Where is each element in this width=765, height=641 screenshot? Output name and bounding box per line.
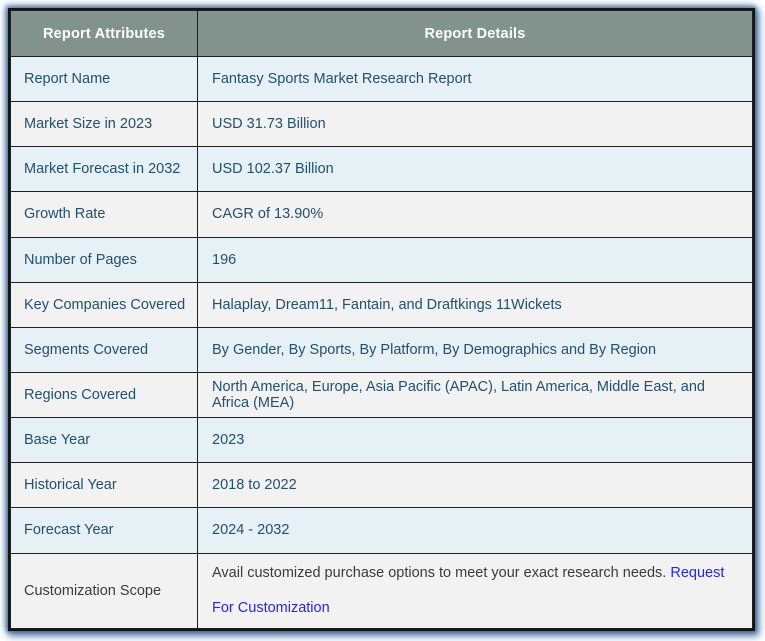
- detail-cell: 2018 to 2022: [198, 463, 753, 508]
- attribute-cell: Report Name: [11, 57, 198, 102]
- attribute-cell: Growth Rate: [11, 192, 198, 237]
- table-row: [11, 418, 753, 463]
- detail-cell: CAGR of 13.90%: [198, 192, 753, 237]
- table-row: [11, 463, 753, 508]
- report-attributes-table: [10, 10, 753, 629]
- table-row: [11, 282, 753, 327]
- detail-cell: USD 31.73 Billion: [198, 102, 753, 147]
- table-row: [11, 192, 753, 237]
- detail-cell: Fantasy Sports Market Research Report: [198, 57, 753, 102]
- table-row: [11, 327, 753, 372]
- attribute-cell: Key Companies Covered: [11, 282, 198, 327]
- detail-cell: Halaplay, Dream11, Fantain, and Draftkings 11Wickets: [198, 282, 753, 327]
- attribute-cell: Historical Year: [11, 463, 198, 508]
- attribute-cell: Segments Covered: [11, 327, 198, 372]
- attribute-cell: Market Forecast in 2032: [11, 147, 198, 192]
- detail-cell: USD 102.37 Billion: [198, 147, 753, 192]
- detail-cell: 196: [198, 237, 753, 282]
- table-row: [11, 102, 753, 147]
- table-row: [11, 147, 753, 192]
- table-row: [11, 508, 753, 553]
- table-row: [11, 372, 753, 417]
- column-header-report-attributes: Report Attributes: [11, 11, 198, 57]
- attribute-cell: Number of Pages: [11, 237, 198, 282]
- detail-cell: [198, 553, 753, 628]
- table-row: [11, 57, 753, 102]
- attribute-cell: Market Size in 2023: [11, 102, 198, 147]
- table-row-customization-scope: [11, 553, 753, 628]
- report-table-frame: [8, 8, 755, 631]
- table-header-row: [11, 11, 753, 57]
- attribute-cell: Base Year: [11, 418, 198, 463]
- detail-cell: 2024 - 2032: [198, 508, 753, 553]
- detail-cell: North America, Europe, Asia Pacific (APAC), Latin America, Middle East, and Africa (MEA): [198, 372, 753, 417]
- detail-cell: By Gender, By Sports, By Platform, By Demographics and By Region: [198, 327, 753, 372]
- table-row: [11, 237, 753, 282]
- attribute-cell: Customization Scope: [11, 553, 198, 628]
- column-header-report-details: Report Details: [198, 11, 753, 57]
- request-for-customization-link[interactable]: Request For Customization: [212, 564, 725, 617]
- attribute-cell: Forecast Year: [11, 508, 198, 553]
- customization-text: Avail customized purchase options to meet your exact research needs.: [212, 564, 667, 581]
- attribute-cell: Regions Covered: [11, 372, 198, 417]
- detail-cell: 2023: [198, 418, 753, 463]
